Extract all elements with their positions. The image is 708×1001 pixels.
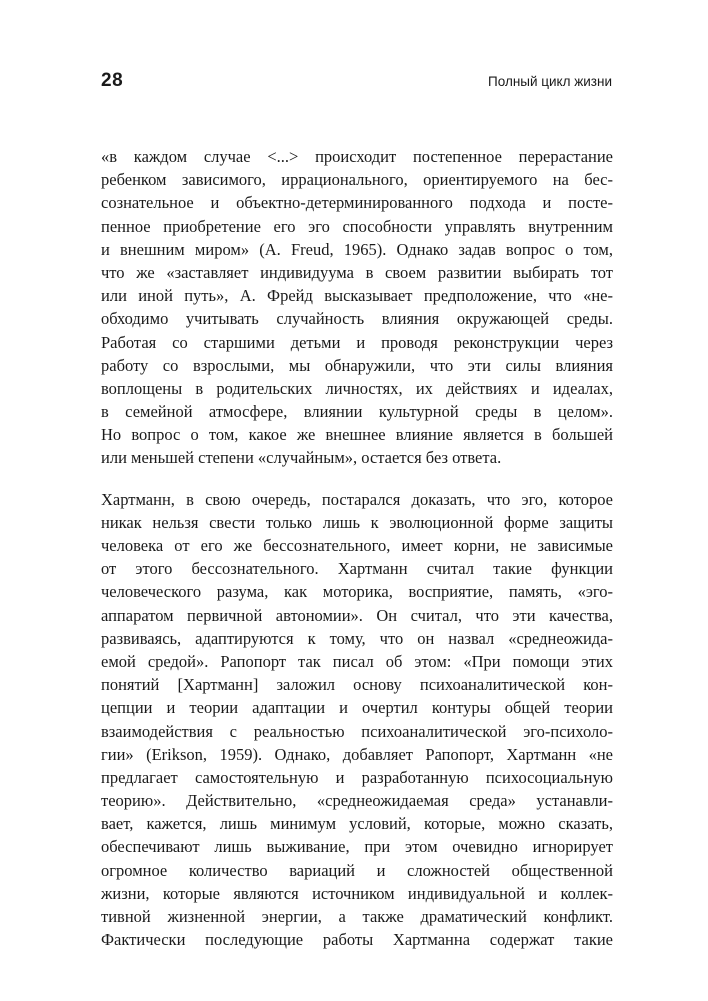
paragraph-2 — [101, 488, 613, 952]
text-line: Но вопрос о том, какое же внешнее влияние является в большей — [101, 425, 613, 445]
text-line: предлагает самостоятельную и разработанную психосоциальную — [101, 767, 613, 787]
text-line: обеспечивают лишь выживание, при этом очевидно игнорирует — [101, 837, 613, 857]
text-line: человеческого разума, как моторика, восприятие, память, «эго- — [101, 582, 613, 602]
text-line: понятий [Хартманн] заложил основу психоаналитической кон- — [101, 675, 613, 695]
text-line: и внешним миром» (A. Freud, 1965). Однако задав вопрос о том, — [101, 239, 613, 259]
text-line: емой средой». Рапопорт так писал об этом: «При помощи этих — [101, 651, 613, 671]
text-line: или иной путь», А. Фрейд высказывает предположение, что «не- — [101, 286, 613, 306]
text-line: жизни, которые являются источником индивидуальной и коллек- — [101, 883, 613, 903]
text-line: воплощены в родительских личностях, их действиях и идеалах, — [101, 378, 613, 398]
text-line: тивной жизненной энергии, а также драматический конфликт. — [101, 907, 613, 926]
text-line: сознательное и объектно-детерминированного подхода и посте- — [101, 193, 613, 213]
text-line: Фактически последующие работы Хартманна содержат такие — [101, 930, 613, 950]
text-line: ребенком зависимого, иррационального, ориентируемого на бес- — [101, 170, 613, 190]
text-line: вает, кажется, лишь минимум условий, которые, можно сказать, — [101, 814, 613, 834]
text-line: в семейной атмосфере, влиянии культурной среды в целом». — [101, 402, 613, 422]
body-text — [101, 145, 613, 951]
paragraph-gap — [101, 470, 613, 488]
text-line: пенное приобретение его эго способности управлять внутренним — [101, 216, 613, 236]
text-line: теорию». Действительно, «среднеожидаемая среда» устанавли- — [101, 791, 613, 811]
text-line: Работая со старшими детьми и проводя реконструкции через — [101, 332, 613, 352]
text-line: что же «заставляет индивидуума в своем развитии выбирать тот — [101, 262, 613, 282]
text-line: работу со взрослыми, мы обнаружили, что эти силы влияния — [101, 355, 613, 375]
text-line: огромное количество вариаций и сложностей общественной — [101, 860, 613, 880]
text-line: гии» (Erikson, 1959). Однако, добавляет Рапопорт, Хартманн «не — [101, 744, 613, 764]
text-line: никак нельзя свести только лишь к эволюционной форме защиты — [101, 512, 613, 532]
text-line: «в каждом случае <...> происходит постепенное перерастание — [101, 147, 613, 166]
text-line: аппаратом первичной автономии». Он считал, что эти качества, — [101, 605, 613, 625]
text-line: Хартманн, в свою очередь, постарался доказать, что эго, которое — [101, 489, 613, 509]
text-line: от этого бессознательного. Хартманн считал такие функции — [101, 559, 613, 579]
text-line: цепции и теории адаптации и очертил контуры общей теории — [101, 698, 613, 718]
text-line: развиваясь, адаптируются к тому, что он назвал «среднеожида- — [101, 628, 613, 648]
text-line: взаимодействия с реальностью психоаналитической эго-психоло- — [101, 721, 613, 741]
running-title: Полный цикл жизни — [488, 74, 612, 89]
text-line: или меньшей степени «случайным», остается без ответа. — [101, 448, 502, 468]
page-number: 28 — [101, 70, 124, 91]
text-line: человека от его же бессознательного, имеет корни, не зависимые — [101, 536, 613, 555]
paragraph-1 — [101, 145, 613, 470]
text-line: обходимо учитывать случайность влияния окружающей среды. — [101, 309, 613, 329]
